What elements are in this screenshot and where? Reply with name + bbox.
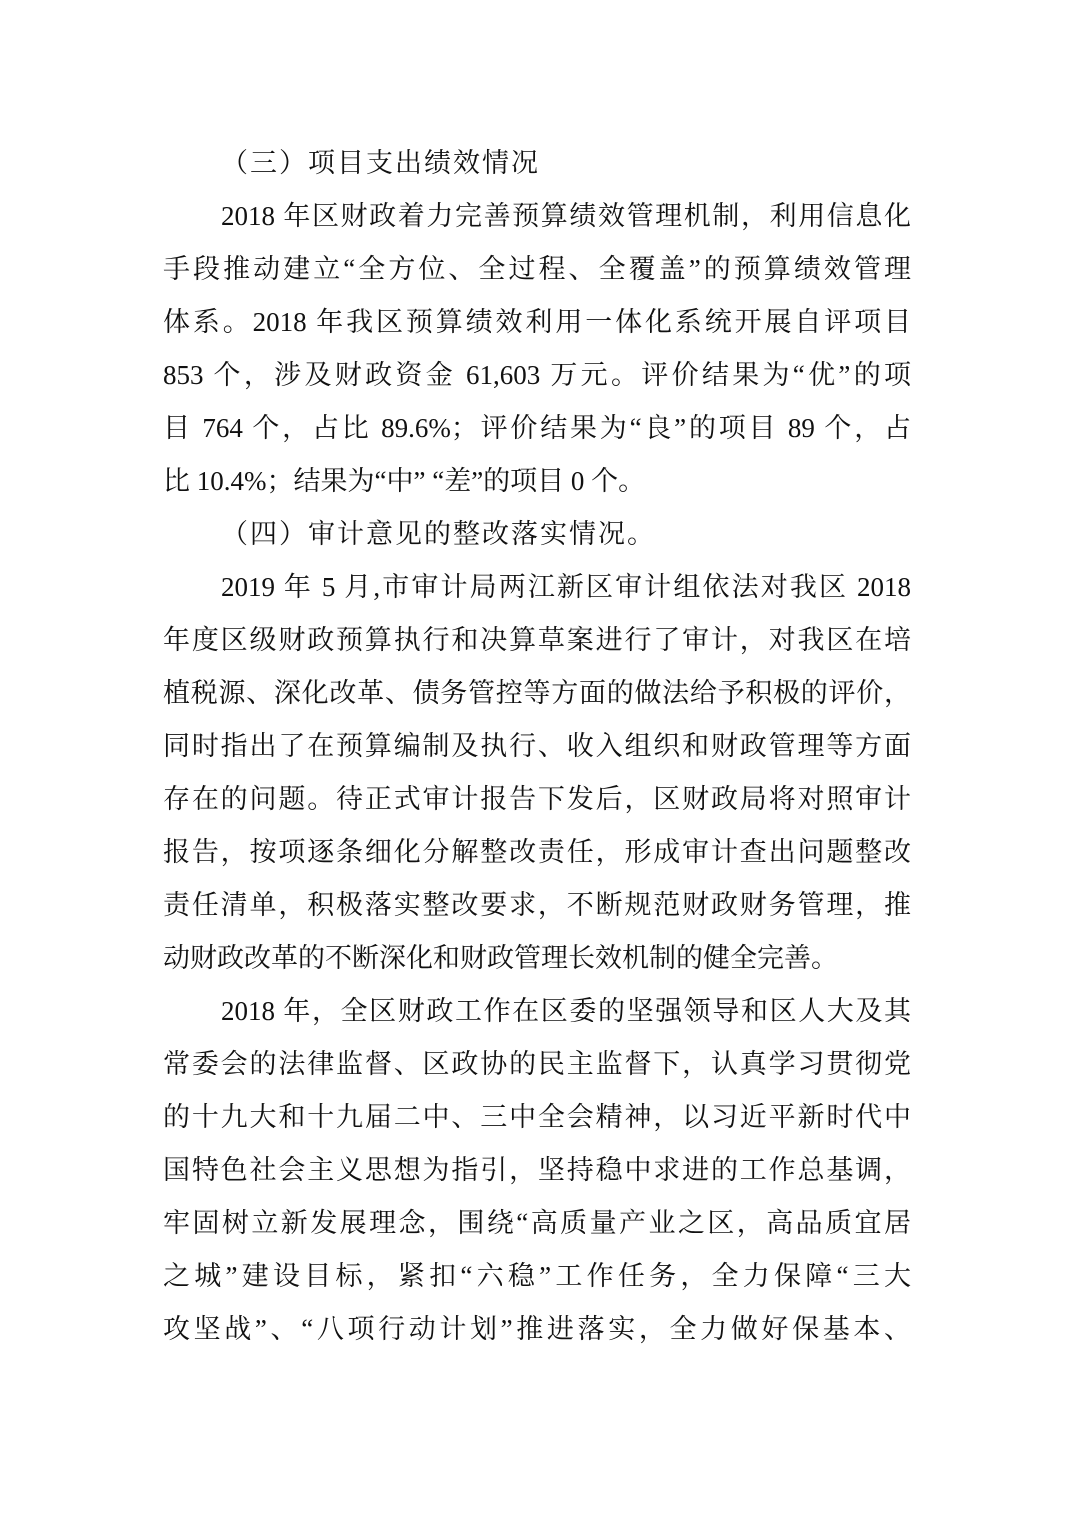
text-line: 手段推动建立“全方位、全过程、全覆盖”的预算绩效管理 <box>163 254 911 284</box>
section-heading: （四）审计意见的整改落实情况。 <box>221 519 656 549</box>
text-line: 2018 年区财政着力完善预算绩效管理机制，利用信息化 <box>221 201 911 231</box>
text-line: 攻坚战”、“八项行动计划”推进落实，全力做好保基本、 <box>163 1314 911 1344</box>
text-line: 同时指出了在预算编制及执行、收入组织和财政管理等方面 <box>163 731 911 761</box>
text-line: 牢固树立新发展理念，围绕“高质量产业之区，高品质宜居 <box>163 1208 911 1238</box>
text-line: 2019 年 5 月,市审计局两江新区审计组依法对我区 2018 <box>221 572 911 602</box>
text-line: 植税源、深化改革、债务管控等方面的做法给予积极的评价， <box>163 678 911 708</box>
text-line: 体系。2018 年我区预算绩效利用一体化系统开展自评项目 <box>163 307 911 337</box>
text-line: 动财政改革的不断深化和财政管理长效机制的健全完善。 <box>163 943 838 973</box>
text-line: 目 764 个，占比 89.6%；评价结果为“良”的项目 89 个，占 <box>163 413 911 443</box>
text-line: 常委会的法律监督、区政协的民主监督下，认真学习贯彻党 <box>163 1049 911 1079</box>
text-line: 2018 年，全区财政工作在区委的坚强领导和区人大及其 <box>221 996 911 1026</box>
text-line: 存在的问题。待正式审计报告下发后，区财政局将对照审计 <box>163 784 911 814</box>
document-body <box>163 137 911 1356</box>
text-line: 国特色社会主义思想为指引，坚持稳中求进的工作总基调， <box>163 1155 911 1185</box>
text-line: 年度区级财政预算执行和决算草案进行了审计，对我区在培 <box>163 625 911 655</box>
text-line: 责任清单，积极落实整改要求，不断规范财政财务管理，推 <box>163 890 911 920</box>
section-heading: （三）项目支出绩效情况 <box>221 148 540 178</box>
text-line: 853 个，涉及财政资金 61,603 万元。评价结果为“优”的项 <box>163 360 911 390</box>
text-line: 之城”建设目标，紧扣“六稳”工作任务，全力保障“三大 <box>163 1261 911 1291</box>
text-line: 比 10.4%；结果为“中” “差”的项目 0 个。 <box>163 466 646 496</box>
text-line: 报告，按项逐条细化分解整改责任，形成审计查出问题整改 <box>163 837 911 867</box>
text-line: 的十九大和十九届二中、三中全会精神，以习近平新时代中 <box>163 1102 911 1132</box>
